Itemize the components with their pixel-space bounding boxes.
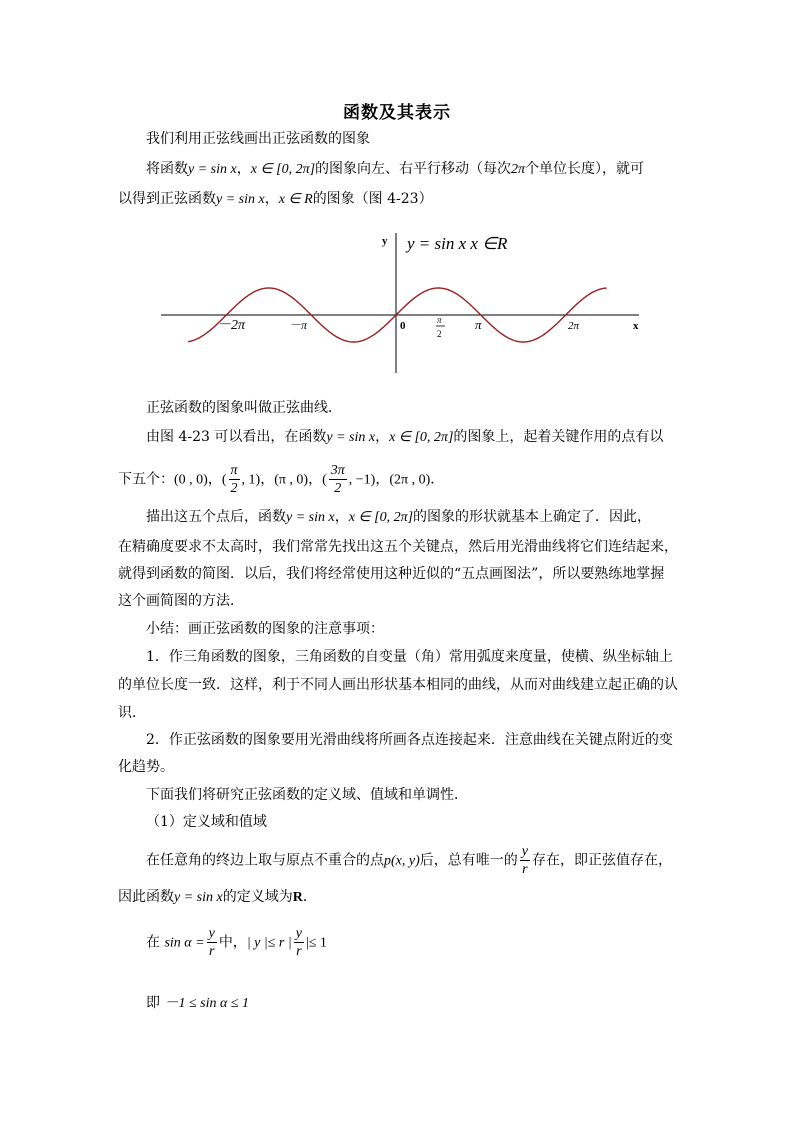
paragraph-properties: 下面我们将研究正弦函数的定义域、值域和单调性． [146, 787, 468, 803]
paragraph-key-points-2: 下五个：(0 , 0)，( $\frac{\pi}{2}$ , 1)，(π , 0)，( $\frac{3\pi}{2}$ , −1)，(2π , 0)． [118, 463, 445, 496]
paragraph-terminal-side: 在任意角的终边上取与原点不重合的点p(x, y)后，总有唯一的 $\frac{y}{r}$ 存在，即正弦值存在， [146, 844, 672, 877]
paragraph-five-points-1: 描出这五个点后，函数y = sin x，x ∈ [0, 2π]的图象的形状就基本上确定了．因此， [146, 509, 652, 525]
formula-2pi: 2π [511, 162, 526, 177]
formula-range: 即 －1 ≤ sin α ≤ 1 [146, 995, 250, 1011]
point-4-fraction: $\frac{3\pi}{2}$ [330, 463, 345, 496]
tick-pi: π [475, 317, 482, 332]
paragraph-five-points-3: 就得到函数的简图．以后，我们将经常使用这种近似的“五点画图法”，所以要熟练地掌握 [118, 566, 665, 582]
figure-formula: y = sin x x ∈R [407, 234, 508, 253]
tick-origin: 0 [400, 320, 406, 332]
formula-sin: y = sin x [188, 162, 237, 177]
section-heading-domain-range: （1）定义域和值域 [146, 814, 267, 830]
paragraph-intro: 我们利用正弦线画出正弦函数的图象 [146, 131, 370, 147]
formula-sin: y = sin x [216, 192, 265, 207]
formula-domain: x ∈ [0, 2π] [348, 510, 414, 525]
fraction-y-over-r: $\frac{y}{r}$ [295, 926, 302, 959]
paragraph-domain: 因此函数y = sin x的定义域为R． [118, 889, 317, 905]
tick-2pi: 2π [568, 320, 580, 332]
formula-sin: y = sin x [286, 510, 335, 525]
point-3: (π , 0) [274, 472, 309, 488]
x-axis-label: x [633, 320, 639, 332]
paragraph-shift-2: 以得到正弦函数y = sin x，x ∈ R的图象（图 4-23） [118, 191, 433, 207]
note-1-line-1: 1．作三角函数的图象，三角函数的自变量（角）常用弧度来度量，使横、纵坐标轴上 [146, 649, 673, 665]
page-title: 函数及其表示 [343, 103, 451, 123]
formula-domain: x ∈ [0, 2π] [250, 162, 316, 177]
fraction-y-over-r: $\frac{y}{r}$ [208, 926, 215, 959]
formula-domain: x ∈ [0, 2π] [389, 430, 454, 445]
tick-half-pi-num: π [437, 315, 442, 325]
paragraph-shift-1: 将函数y = sin x，x ∈ [0, 2π]的图象向左、右平行移动（每次2π个单位长度），就可 [146, 161, 645, 177]
tick-minus-2pi: －2π [217, 318, 246, 333]
paragraph-sine-curve: 正弦函数的图象叫做正弦曲线． [146, 400, 342, 416]
paragraph-five-points-4: 这个画简图的方法． [118, 593, 244, 609]
tick-half-pi-den: 2 [437, 329, 442, 339]
point-1: (0 , 0) [174, 472, 208, 488]
tick-minus-pi: －π [289, 318, 308, 332]
fraction-y-over-r: $\frac{y}{r}$ [521, 844, 528, 877]
point-5: (2π , 0) [389, 472, 431, 488]
sine-curve-figure [155, 225, 650, 377]
paragraph-five-points-2: 在精确度要求不太高时，我们常常先找出这五个关键点，然后用光滑曲线将它们连结起来， [118, 539, 678, 555]
summary-heading: 小结：画正弦函数的图象的注意事项： [146, 621, 384, 637]
note-2-line-1: 2．作正弦函数的图象要用光滑曲线将所画各点连接起来．注意曲线在关键点附近的变 [146, 732, 673, 748]
note-2-line-2: 化趋势。 [118, 759, 174, 775]
note-1-line-2: 的单位长度一致．这样，利于不同人画出形状基本相同的曲线，从而对曲线建立起正确的认 [118, 677, 678, 693]
note-1-line-3: 识． [118, 705, 146, 721]
paragraph-key-points-1: 由图 4-23 可以看出，在函数y = sin x，x ∈ [0, 2π]的图象上，起着关键作用的点有以 [146, 429, 664, 445]
set-R: R [292, 890, 303, 905]
formula-sin: y = sin x [174, 890, 223, 905]
formula-point: p(x, y) [384, 853, 420, 869]
formula-sin: y = sin x [326, 430, 376, 445]
formula-sin-alpha: 在 sin α = $\frac{y}{r}$ 中，| y |≤ r | $\frac{y}{r}$ |≤ 1 [146, 926, 327, 959]
formula-domain-r: x ∈ R [278, 192, 313, 207]
y-axis-label: y [382, 235, 388, 247]
point-2-fraction: $\frac{\pi}{2}$ [230, 463, 238, 496]
